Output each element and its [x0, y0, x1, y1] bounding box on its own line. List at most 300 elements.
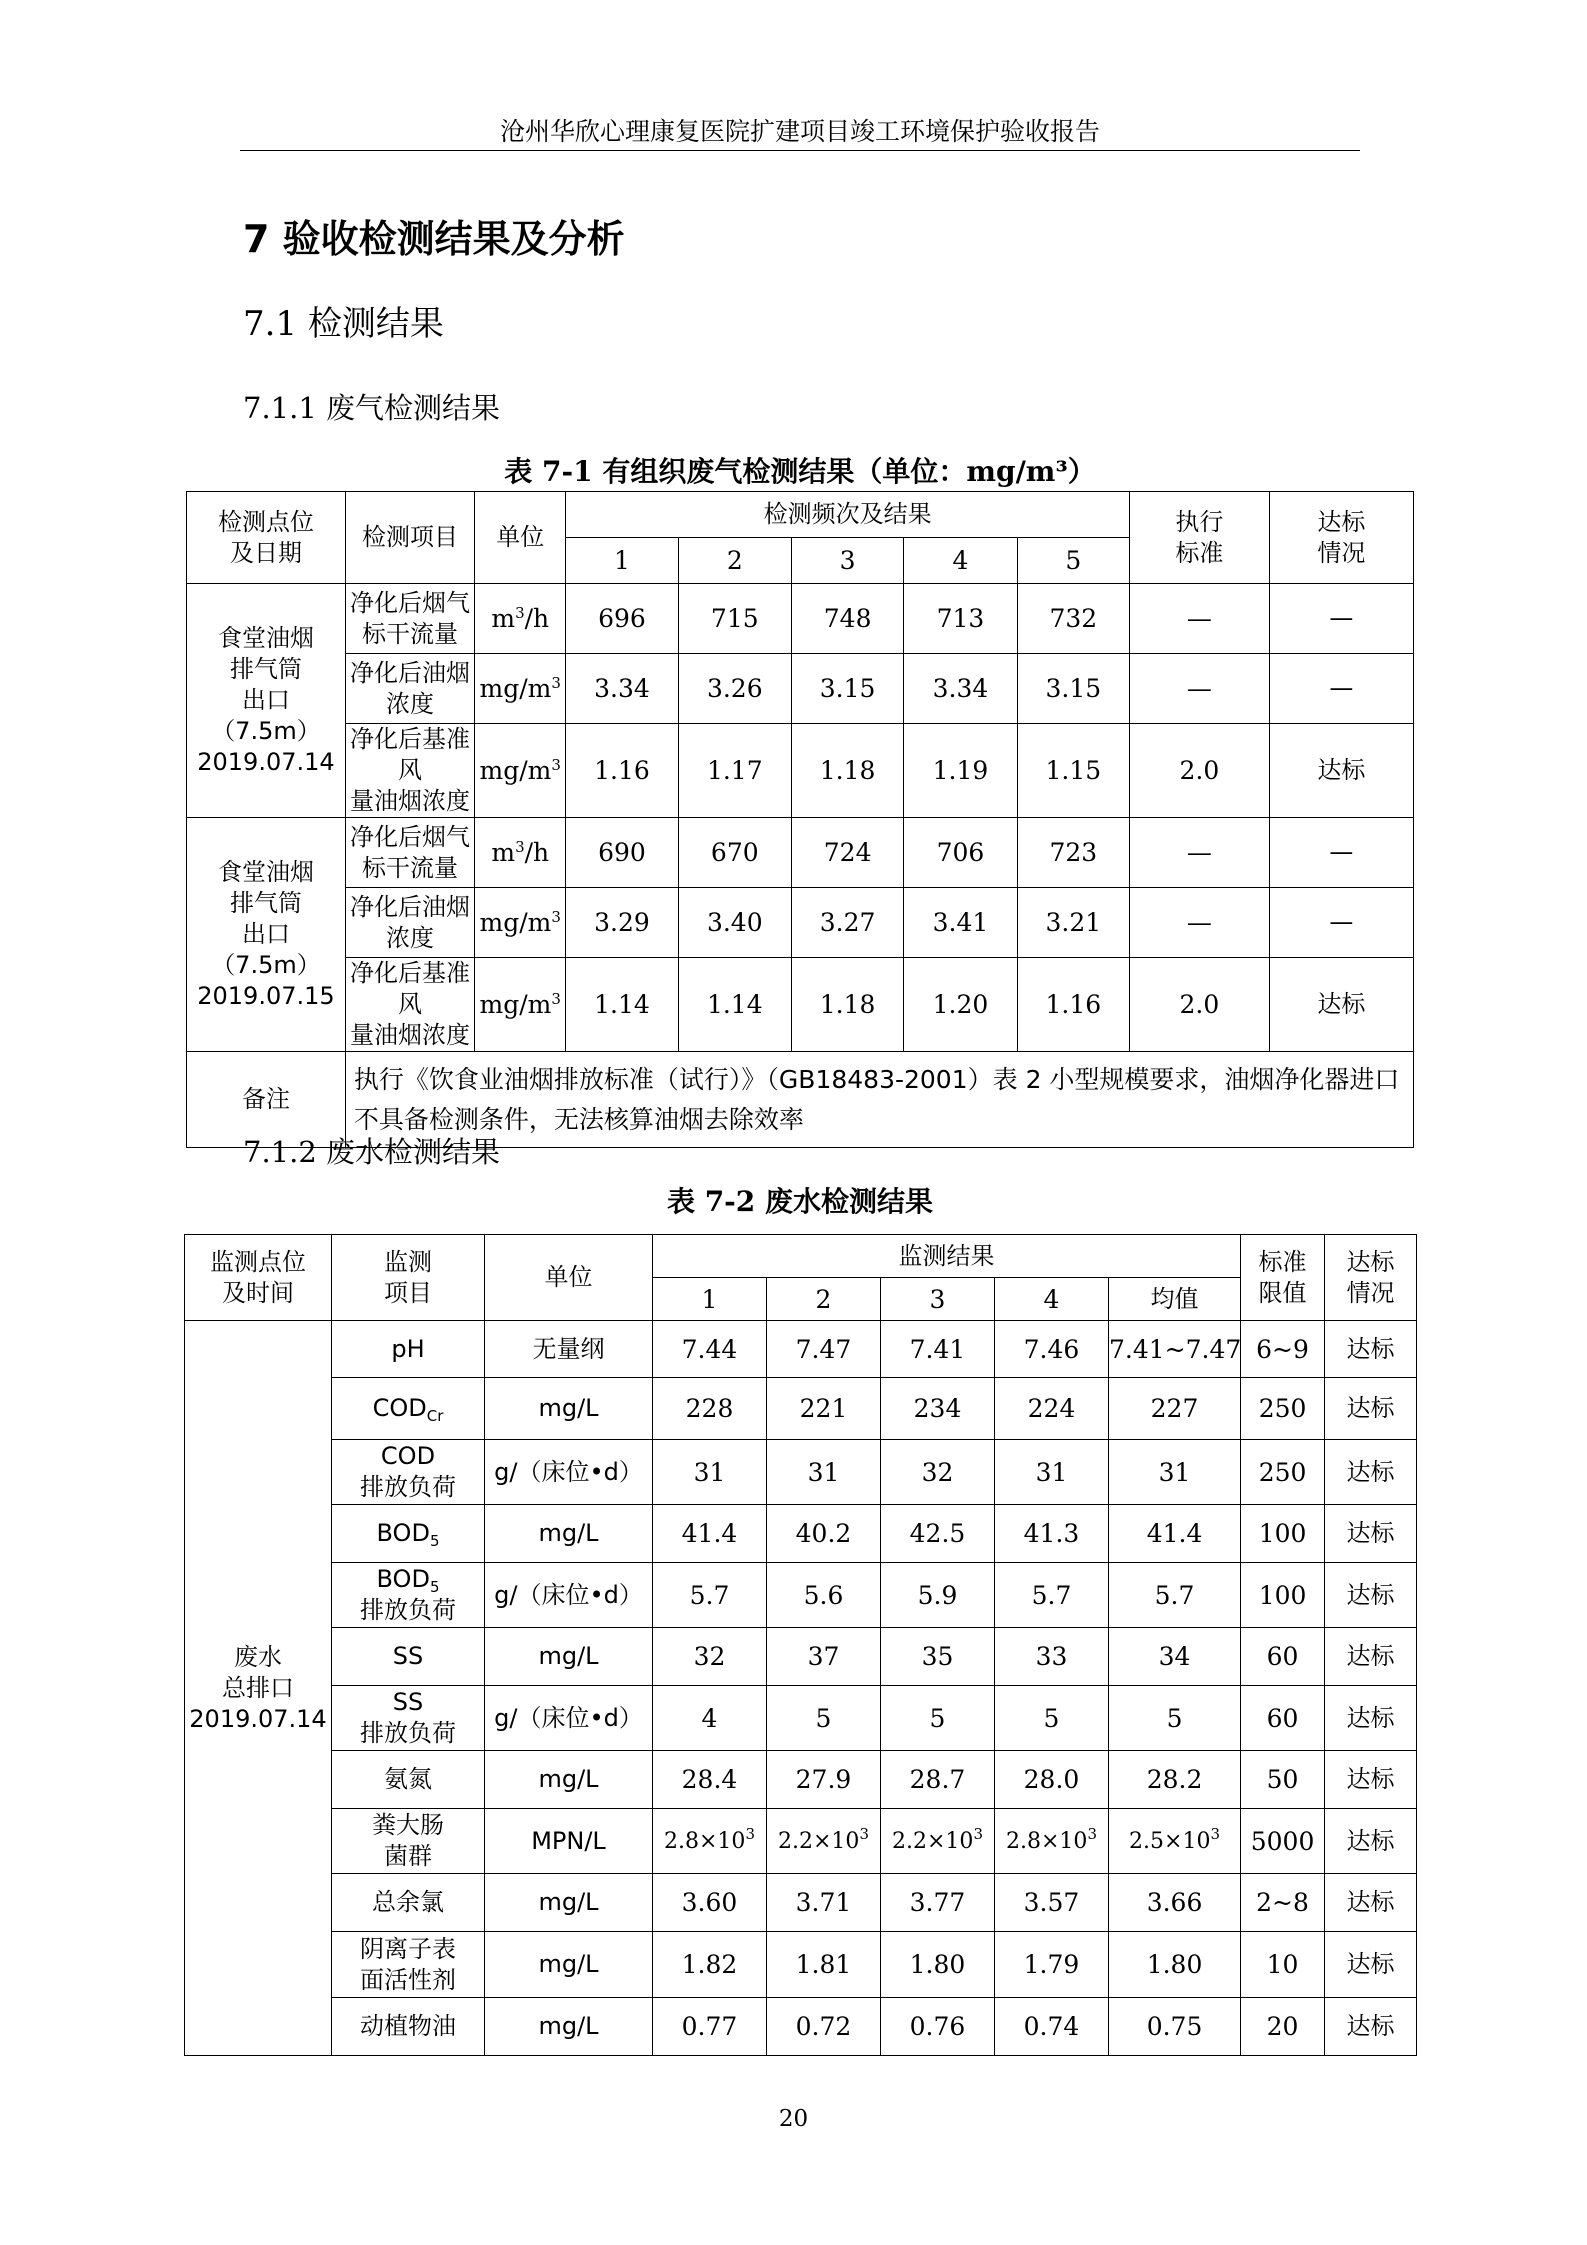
value-cell: 32 — [653, 1628, 767, 1686]
item-cell — [345, 888, 474, 958]
limit-cell: 2~8 — [1241, 1874, 1325, 1932]
value-cell: 1.18 — [791, 724, 903, 818]
header-line: 检测点位 — [217, 507, 314, 536]
item-cell — [332, 1932, 485, 1998]
header-frequency: 检测频次及结果 — [566, 492, 1130, 538]
item-cell — [332, 1628, 485, 1686]
header-line: 执行 — [1175, 507, 1224, 536]
value-cell: 3.77 — [881, 1874, 995, 1932]
value-cell: 3.57 — [995, 1874, 1109, 1932]
header-mean: 均值 — [1109, 1278, 1241, 1321]
mean-cell: 41.4 — [1109, 1505, 1241, 1563]
item-cell — [332, 1378, 485, 1440]
table-row — [185, 1998, 1417, 2056]
cell-line: 标干流量 — [362, 619, 459, 648]
item-cell — [332, 1751, 485, 1809]
table2-caption: 表 7-2 废水检测结果 — [666, 1185, 934, 1218]
cell-line: 出口 — [241, 920, 290, 948]
value-cell: 42.5 — [881, 1505, 995, 1563]
standard-cell: 2.0 — [1129, 724, 1269, 818]
header-line: 达标 — [1346, 1247, 1395, 1276]
mean-cell: 5.7 — [1109, 1563, 1241, 1628]
header-line: 限值 — [1258, 1278, 1307, 1307]
table-row — [185, 1874, 1417, 1932]
compliance-cell: 达标 — [1325, 1628, 1417, 1686]
header-unit: 单位 — [475, 492, 566, 584]
unit-cell — [475, 818, 566, 888]
cell-line: 净化后油烟 — [350, 892, 471, 921]
cell-line: 净化后基准风 — [350, 725, 471, 784]
value-cell: 1.19 — [904, 724, 1017, 818]
cell-line: （7.5m） — [211, 717, 321, 745]
unit-base: m — [491, 604, 516, 633]
table-row — [185, 1686, 1417, 1751]
item-line: 氨氮 — [384, 1765, 432, 1793]
mean-cell: 31 — [1109, 1440, 1241, 1505]
header-line: 情况 — [1346, 1278, 1395, 1307]
unit-base: mg/m — [479, 674, 552, 703]
item-line: 粪大肠 — [372, 1811, 444, 1839]
value-cell: 3.60 — [653, 1874, 767, 1932]
header-run-number: 3 — [791, 538, 903, 584]
mean-cell: 3.66 — [1109, 1874, 1241, 1932]
value-cell: 1.16 — [1017, 958, 1129, 1052]
header-item — [332, 1235, 485, 1321]
item-line: SS — [392, 1642, 424, 1670]
compliance-cell: 达标 — [1325, 1321, 1417, 1378]
value-cell: 37 — [767, 1628, 881, 1686]
note-label: 备注 — [187, 1052, 346, 1148]
unit-cell: MPN/L — [485, 1809, 653, 1874]
item-line: COD — [380, 1442, 436, 1470]
value-cell: 1.14 — [566, 958, 678, 1052]
chapter-heading: 7 验收检测结果及分析 — [243, 217, 625, 261]
limit-cell: 250 — [1241, 1440, 1325, 1505]
header-line: 及日期 — [229, 538, 302, 567]
value-cell: 1.14 — [678, 958, 791, 1052]
value-cell: 234 — [881, 1378, 995, 1440]
value-exponent: 3 — [1087, 1824, 1097, 1843]
value-cell: 7.47 — [767, 1321, 881, 1378]
cell-line: 净化后油烟 — [350, 658, 471, 687]
unit-exponent: 3 — [551, 756, 561, 774]
cell-line: 净化后烟气 — [350, 822, 471, 851]
value-mantissa: 2.8×10 — [1006, 1828, 1088, 1854]
compliance-cell: 达标 — [1325, 1440, 1417, 1505]
cell-line: 2019.07.14 — [197, 748, 335, 776]
compliance-cell: — — [1269, 584, 1413, 654]
value-cell: 3.15 — [791, 654, 903, 724]
value-cell: 28.7 — [881, 1751, 995, 1809]
standard-cell: — — [1129, 654, 1269, 724]
standard-cell: — — [1129, 888, 1269, 958]
running-header: 沧州华欣心理康复医院扩建项目竣工环境保护验收报告 — [499, 117, 1100, 146]
value-cell: 696 — [566, 584, 678, 654]
note-text: 执行《饮食业油烟排放标准（试行）》（GB18483-2001）表 2 小型规模要求，油烟净化器进口不具备检测条件，无法核算油烟去除效率 — [345, 1052, 1413, 1148]
value-cell: 41.3 — [995, 1505, 1109, 1563]
value-cell: 732 — [1017, 584, 1129, 654]
value-cell: 1.20 — [904, 958, 1017, 1052]
header-line: 情况 — [1317, 538, 1366, 567]
table-row — [185, 1628, 1417, 1686]
item-cell — [345, 584, 474, 654]
unit-base: mg/m — [479, 908, 552, 937]
item-line: pH — [391, 1334, 425, 1363]
unit-cell: 无量纲 — [485, 1321, 653, 1378]
mean-cell: 7.41~7.47 — [1109, 1321, 1241, 1378]
limit-cell: 250 — [1241, 1378, 1325, 1440]
mean-cell: 1.80 — [1109, 1932, 1241, 1998]
cell-line: 量油烟浓度 — [350, 1021, 471, 1049]
header-line: 标准 — [1258, 1247, 1307, 1276]
site-date-cell — [185, 1321, 332, 2056]
value-cell: 221 — [767, 1378, 881, 1440]
value-cell: 5.9 — [881, 1563, 995, 1628]
compliance-cell: 达标 — [1269, 724, 1413, 818]
mean-cell: 28.2 — [1109, 1751, 1241, 1809]
cell-line: 净化后基准风 — [350, 959, 471, 1018]
value-cell: 31 — [995, 1440, 1109, 1505]
value-cell: 3.40 — [678, 888, 791, 958]
table-row — [185, 1751, 1417, 1809]
value-cell: 3.34 — [904, 654, 1017, 724]
value-cell: 706 — [904, 818, 1017, 888]
value-cell: 4 — [653, 1686, 767, 1751]
cell-line: 排气筒 — [229, 889, 302, 917]
value-cell: 3.41 — [904, 888, 1017, 958]
mean-cell: 5 — [1109, 1686, 1241, 1751]
header-line: 标准 — [1175, 538, 1224, 567]
cell-line: 排气筒 — [229, 655, 302, 683]
value-cell: 723 — [1017, 818, 1129, 888]
table-row — [187, 654, 1414, 724]
value-cell: 224 — [995, 1378, 1109, 1440]
cell-line: 食堂油烟 — [217, 624, 314, 652]
value-cell: 41.4 — [653, 1505, 767, 1563]
compliance-cell: 达标 — [1325, 1505, 1417, 1563]
unit-cell: mg/L — [485, 1932, 653, 1998]
unit-cell — [475, 654, 566, 724]
unit-cell — [475, 958, 566, 1052]
unit-cell — [475, 888, 566, 958]
value-cell: 748 — [791, 584, 903, 654]
table-row — [185, 1932, 1417, 1998]
value-cell: 5.6 — [767, 1563, 881, 1628]
unit-cell — [475, 584, 566, 654]
value-cell — [881, 1809, 995, 1874]
value-cell: 1.16 — [566, 724, 678, 818]
value-cell: 1.79 — [995, 1932, 1109, 1998]
header-run-number: 2 — [678, 538, 791, 584]
cell-line: 2019.07.14 — [189, 1704, 327, 1733]
header-line: 监测点位 — [210, 1247, 306, 1276]
compliance-cell: 达标 — [1325, 1874, 1417, 1932]
unit-cell: g/（床位•d） — [485, 1440, 653, 1505]
compliance-cell: — — [1269, 818, 1413, 888]
mean-cell: 34 — [1109, 1628, 1241, 1686]
compliance-cell: — — [1269, 654, 1413, 724]
item-line: 排放负荷 — [360, 1596, 456, 1624]
value-cell — [653, 1809, 767, 1874]
item-cell — [345, 724, 474, 818]
value-exponent: 3 — [859, 1824, 869, 1843]
value-mantissa: 2.8×10 — [664, 1828, 746, 1854]
value-cell: 724 — [791, 818, 903, 888]
value-cell: 3.34 — [566, 654, 678, 724]
value-cell: 5 — [881, 1686, 995, 1751]
item-line: 排放负荷 — [360, 1473, 456, 1501]
item-cell — [332, 1505, 485, 1563]
table1-caption: 表 7-1 有组织废气检测结果（单位：mg/m³） — [504, 455, 1096, 488]
exhaust-gas-table — [186, 491, 1414, 1148]
value-cell: 5.7 — [653, 1563, 767, 1628]
item-line: 面活性剂 — [360, 1965, 456, 1994]
unit-cell: g/（床位•d） — [485, 1563, 653, 1628]
value-cell: 5.7 — [995, 1563, 1109, 1628]
value-cell: 713 — [904, 584, 1017, 654]
item-line: BOD — [376, 1565, 430, 1593]
item-cell — [332, 1686, 485, 1751]
table-row — [187, 584, 1414, 654]
header-site — [185, 1235, 332, 1321]
cell-line: 食堂油烟 — [217, 858, 314, 886]
value-cell: 3.21 — [1017, 888, 1129, 958]
cell-line: （7.5m） — [211, 951, 321, 979]
value-exponent: 3 — [1210, 1824, 1220, 1843]
table-row — [185, 1378, 1417, 1440]
item-line: BOD — [376, 1519, 430, 1547]
table-row — [187, 818, 1414, 888]
table-row — [185, 1440, 1417, 1505]
value-cell: 3.71 — [767, 1874, 881, 1932]
table-row — [185, 1563, 1417, 1628]
value-cell: 1.82 — [653, 1932, 767, 1998]
compliance-cell: 达标 — [1325, 1998, 1417, 2056]
value-cell: 715 — [678, 584, 791, 654]
header-unit: 单位 — [485, 1235, 653, 1321]
value-exponent: 3 — [973, 1824, 983, 1843]
item-line: 动植物油 — [360, 2012, 456, 2040]
item-line: SS — [392, 1688, 424, 1716]
compliance-cell: 达标 — [1325, 1563, 1417, 1628]
limit-cell: 5000 — [1241, 1809, 1325, 1874]
cell-line: 废水 — [234, 1642, 282, 1671]
value-cell: 0.76 — [881, 1998, 995, 2056]
value-cell: 35 — [881, 1628, 995, 1686]
unit-cell — [475, 724, 566, 818]
item-subscript: 5 — [429, 1578, 440, 1596]
item-cell — [332, 1563, 485, 1628]
header-line: 达标 — [1317, 507, 1366, 536]
compliance-cell: 达标 — [1325, 1932, 1417, 1998]
value-cell: 28.4 — [653, 1751, 767, 1809]
unit-exponent: 3 — [515, 838, 525, 856]
value-cell: 0.72 — [767, 1998, 881, 2056]
item-cell — [345, 958, 474, 1052]
header-run-number: 4 — [904, 538, 1017, 584]
mean-cell: 227 — [1109, 1378, 1241, 1440]
value-mantissa: 2.5×10 — [1129, 1828, 1211, 1854]
unit-exponent: 3 — [515, 604, 525, 622]
unit-cell: g/（床位•d） — [485, 1686, 653, 1751]
header-run-number: 4 — [995, 1278, 1109, 1321]
value-cell: 31 — [767, 1440, 881, 1505]
cell-line: 浓度 — [386, 689, 435, 718]
unit-exponent: 3 — [551, 990, 561, 1008]
header-line: 监测 — [384, 1247, 432, 1276]
table-row — [187, 724, 1414, 818]
wastewater-table — [184, 1234, 1417, 2056]
value-mantissa: 2.2×10 — [892, 1828, 974, 1854]
unit-base: m — [491, 838, 516, 867]
value-cell: 3.29 — [566, 888, 678, 958]
unit-tail: /h — [524, 838, 550, 867]
value-cell: 228 — [653, 1378, 767, 1440]
unit-cell: mg/L — [485, 1378, 653, 1440]
table-row — [187, 888, 1414, 958]
header-run-number: 1 — [653, 1278, 767, 1321]
cell-line: 量油烟浓度 — [350, 787, 471, 815]
value-cell: 1.18 — [791, 958, 903, 1052]
value-cell: 31 — [653, 1440, 767, 1505]
value-cell: 7.44 — [653, 1321, 767, 1378]
value-cell: 27.9 — [767, 1751, 881, 1809]
value-cell: 1.80 — [881, 1932, 995, 1998]
value-cell: 0.74 — [995, 1998, 1109, 2056]
table-row — [185, 1809, 1417, 1874]
limit-cell: 60 — [1241, 1628, 1325, 1686]
header-line: 及时间 — [222, 1278, 294, 1307]
header-run-number: 5 — [1017, 538, 1129, 584]
table-row — [185, 1321, 1417, 1378]
value-cell: 40.2 — [767, 1505, 881, 1563]
item-cell — [332, 1440, 485, 1505]
value-cell: 3.15 — [1017, 654, 1129, 724]
header-results: 监测结果 — [653, 1235, 1241, 1278]
mean-cell: 0.75 — [1109, 1998, 1241, 2056]
value-cell: 5 — [995, 1686, 1109, 1751]
limit-cell: 100 — [1241, 1563, 1325, 1628]
limit-cell: 6~9 — [1241, 1321, 1325, 1378]
limit-cell: 100 — [1241, 1505, 1325, 1563]
item-subscript: Cr — [426, 1407, 444, 1425]
header-run-number: 2 — [767, 1278, 881, 1321]
value-cell: 1.17 — [678, 724, 791, 818]
value-cell: 1.81 — [767, 1932, 881, 1998]
item-line: 阴离子表 — [360, 1934, 456, 1963]
item-cell — [332, 1998, 485, 2056]
item-line: COD — [372, 1394, 427, 1422]
unit-cell: mg/L — [485, 1505, 653, 1563]
compliance-cell: 达标 — [1325, 1751, 1417, 1809]
limit-cell: 10 — [1241, 1932, 1325, 1998]
header-item: 检测项目 — [345, 492, 474, 584]
header-line: 项目 — [384, 1278, 432, 1307]
section-heading: 7.1 检测结果 — [243, 304, 444, 344]
value-cell — [1109, 1809, 1241, 1874]
standard-cell: — — [1129, 818, 1269, 888]
value-cell: 3.26 — [678, 654, 791, 724]
value-cell: 32 — [881, 1440, 995, 1505]
cell-line: 2019.07.15 — [197, 982, 335, 1010]
compliance-cell: 达标 — [1325, 1809, 1417, 1874]
unit-base: mg/m — [479, 990, 552, 1019]
cell-line: 总排口 — [222, 1673, 294, 1702]
item-cell — [332, 1874, 485, 1932]
cell-line: 标干流量 — [362, 853, 459, 882]
unit-exponent: 3 — [551, 908, 561, 926]
value-cell: 33 — [995, 1628, 1109, 1686]
header-site — [187, 492, 346, 584]
value-cell: 0.77 — [653, 1998, 767, 2056]
compliance-cell: 达标 — [1325, 1686, 1417, 1751]
header-rule — [240, 150, 1360, 151]
standard-cell: 2.0 — [1129, 958, 1269, 1052]
value-exponent: 3 — [745, 1824, 755, 1843]
value-mantissa: 2.2×10 — [778, 1828, 860, 1854]
value-cell — [995, 1809, 1109, 1874]
compliance-cell: — — [1269, 888, 1413, 958]
cell-line: 浓度 — [386, 923, 435, 952]
unit-exponent: 3 — [551, 674, 561, 692]
header-limit — [1241, 1235, 1325, 1321]
standard-cell: — — [1129, 584, 1269, 654]
item-line: 排放负荷 — [360, 1719, 456, 1747]
unit-tail: /h — [524, 604, 550, 633]
header-compliance — [1325, 1235, 1417, 1321]
page-number: 20 — [778, 2106, 809, 2132]
item-cell — [345, 654, 474, 724]
item-line: 总余氯 — [372, 1888, 444, 1916]
unit-cell: mg/L — [485, 1628, 653, 1686]
value-cell: 5 — [767, 1686, 881, 1751]
item-subscript: 5 — [429, 1532, 440, 1550]
header-standard — [1129, 492, 1269, 584]
value-cell: 7.41 — [881, 1321, 995, 1378]
value-cell: 28.0 — [995, 1751, 1109, 1809]
item-cell — [332, 1809, 485, 1874]
compliance-cell: 达标 — [1325, 1378, 1417, 1440]
compliance-cell: 达标 — [1269, 958, 1413, 1052]
item-cell — [332, 1321, 485, 1378]
value-cell: 1.15 — [1017, 724, 1129, 818]
value-cell: 3.27 — [791, 888, 903, 958]
site-date-cell — [187, 584, 346, 818]
header-compliance — [1269, 492, 1413, 584]
value-cell: 690 — [566, 818, 678, 888]
limit-cell: 20 — [1241, 1998, 1325, 2056]
limit-cell: 60 — [1241, 1686, 1325, 1751]
subsection-heading-wastewater: 7.1.2 废水检测结果 — [243, 1135, 501, 1169]
unit-cell: mg/L — [485, 1998, 653, 2056]
table-row — [187, 958, 1414, 1052]
header-run-number: 1 — [566, 538, 678, 584]
unit-cell: mg/L — [485, 1874, 653, 1932]
value-cell: 7.46 — [995, 1321, 1109, 1378]
limit-cell: 50 — [1241, 1751, 1325, 1809]
unit-base: mg/m — [479, 756, 552, 785]
cell-line: 净化后烟气 — [350, 588, 471, 617]
value-cell — [767, 1809, 881, 1874]
item-cell — [345, 818, 474, 888]
value-cell: 670 — [678, 818, 791, 888]
cell-line: 出口 — [241, 686, 290, 714]
subsection-heading-exhaust: 7.1.1 废气检测结果 — [243, 391, 501, 425]
unit-cell: mg/L — [485, 1751, 653, 1809]
header-run-number: 3 — [881, 1278, 995, 1321]
table-row — [185, 1505, 1417, 1563]
site-date-cell — [187, 818, 346, 1052]
